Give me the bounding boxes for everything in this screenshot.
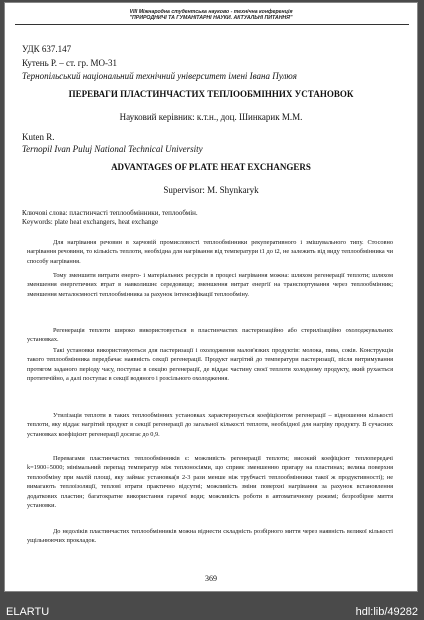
paragraph-5: Утилізація теплоти в таких теплообмінних установках характеризується коефіцієнтом регенерації – відношення кількості теплоти, яку віддає нагрітий продукт в секції регенерації до загальної кількості теплоти, необхідної для нагріву продукту. В сучасних установках коефіцієнт регенерації досягає до 0,9. bbox=[27, 412, 393, 438]
paragraph-1: Для нагрівання речовин в харчовій промисловості теплообмінники рекуперативного і змішувального типу. Стосовно нагрівання речовини, то кількість теплоти, необхідна для нагрівання від температури t1 до t2, не залежить від виду теплообмінника чи способу нагрівання. bbox=[27, 239, 393, 265]
conference-subtitle: "ПРИРОДНИЧІ ТА ГУМАНІТАРНІ НАУКИ. АКТУАЛЬНІ ПИТАННЯ" bbox=[129, 15, 293, 21]
paragraph-6: Перевагами пластинчастих теплообмінників є: можливість регенерації теплоти; високий коефіцієнт теплопередачі k=1900÷5000; мінімальний перепад температур між теплоносіями, що сприяє зменшенню пригару на пластинах; велика поверхня теплообміну при малій площі, яку займає установка(в 2-3 рази менше ніж трубчасті теплообмінники такої ж продуктивності); не вимагають теплоізоляції, теплові втрати практично відсутні; можливість зміни поверхні нагрівання за рахунок встановлення додаткових пластин; багатократне використання гарячої води; можливість роботи в автоматичному режимі; безрозбірне миття установки. bbox=[27, 455, 393, 510]
conference-title: VIII Міжнародна студентська науково - технічна конференція bbox=[129, 9, 293, 15]
repository-name: ELARTU bbox=[6, 606, 50, 618]
title-ua: ПЕРЕВАГИ ПЛАСТИНЧАСТИХ ТЕПЛООБМІННИХ УСТАНОВОК bbox=[68, 89, 354, 99]
document-page bbox=[4, 2, 418, 592]
author-ua: Кутень Р. – ст. гр. МО-31 bbox=[22, 58, 117, 68]
university-ua: Тернопільський національний технічний університет імені Івана Пулюя bbox=[22, 71, 297, 81]
author-en: Kuten R. bbox=[22, 132, 55, 142]
keywords-ua: Ключові слова: пластинчасті теплообмінники, теплообмін. bbox=[22, 209, 198, 217]
udc-code: УДК 637.147 bbox=[22, 44, 72, 54]
supervisor-en: Supervisor: M. Shynkaryk bbox=[163, 185, 259, 195]
header-rule bbox=[15, 24, 409, 25]
footer-bar bbox=[0, 592, 424, 620]
supervisor-ua: Науковий керівник: к.т.н., доц. Шинкарик М.М. bbox=[119, 112, 303, 122]
paragraph-4: Такі установки використовуються для пастеризації і охолодження малов'язких продуктів: молока, пива, соків. Конструкція такого теплообмінника передбачає наявність секції регенерації. Продукт нагрітий до температури пастеризації, після витримування протягом заданого періоду часу, поступає в секцію регенерації, де віддає частину своєї теплоти холодному продукту, який рухається протитечійно, а далі поступає в секції водяного і розсільного охолодження. bbox=[27, 347, 393, 383]
paragraph-7: До недоліків пластинчастих теплообмінників можна віднести складність розбірного миття через наявність великої кількості ущільнюючих прокладок. bbox=[27, 528, 393, 545]
paragraph-2: Тому зменшити витрати енерго- і матеріальних ресурсів в процесі нагрівання можна: шляхом регенерації теплоти; шляхом зменшення енергетичних втрат в навколишнє середовище; зменшення витрат енергії на транспортування через теплообмінник; зменшення металоємності теплообмінника за рахунок інтенсифікації теплообміну. bbox=[27, 272, 393, 298]
title-en: ADVANTAGES OF PLATE HEAT EXCHANGERS bbox=[111, 162, 311, 172]
keywords-en: Keywords: plate heat exchangers, heat exchange bbox=[22, 218, 159, 226]
paragraph-3: Регенерація теплоти широко використовується в пластинчастих пастеризаційно або стерилізаційно охолоджувальних установках. bbox=[27, 327, 393, 344]
handle-id: hdl:lib/49282 bbox=[355, 606, 418, 618]
page-number: 369 bbox=[205, 574, 217, 583]
university-en: Ternopil Ivan Puluj National Technical University bbox=[22, 144, 203, 154]
